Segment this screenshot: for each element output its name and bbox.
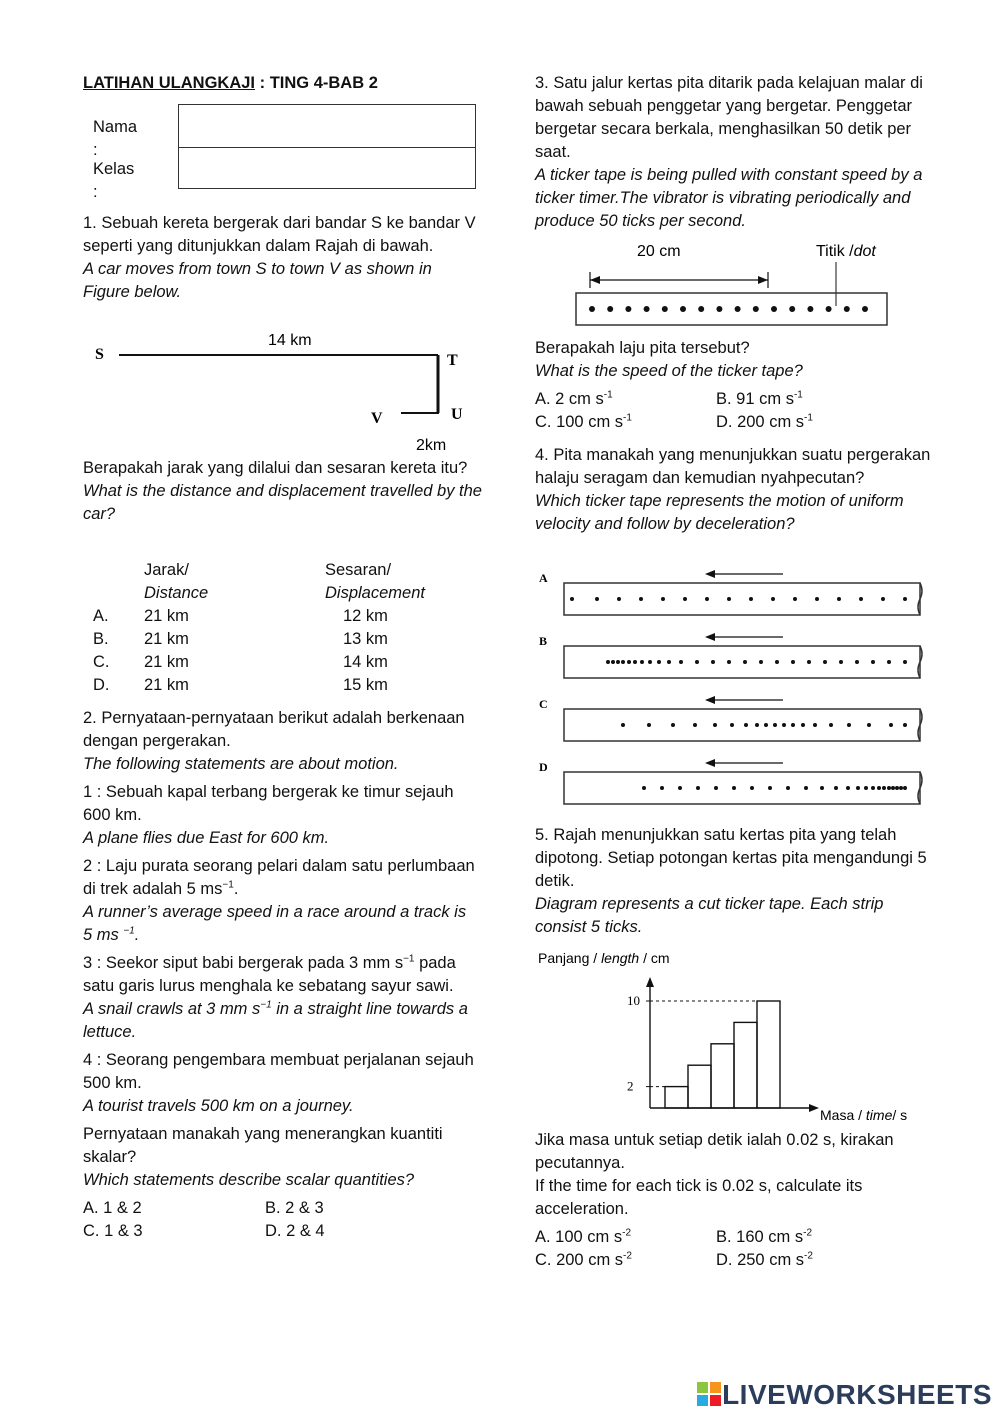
tape-dot xyxy=(755,723,759,727)
q5-option-b[interactable]: B. 160 cm $s^{-2}$ xyxy=(716,1227,813,1246)
q1-option-c[interactable]: C. xyxy=(93,653,110,671)
tape-dot xyxy=(705,597,709,601)
tape-dot xyxy=(647,723,651,727)
tape-dot xyxy=(642,786,646,790)
tape-strip xyxy=(564,709,920,741)
tape-dot xyxy=(713,723,717,727)
tape-dot xyxy=(793,597,797,601)
label-s: S xyxy=(95,346,104,363)
tape-dot xyxy=(895,786,899,790)
tape-dot xyxy=(834,786,838,790)
tape-dot xyxy=(867,723,871,727)
tape-dot xyxy=(667,660,671,664)
statement-4: 4 : Seorang pengembara membuat perjalanan sejauh 500 km. xyxy=(83,1051,474,1092)
logo-icon xyxy=(696,1381,722,1407)
page-title: LATIHAN ULANGKAJI : TING 4-BAB 2 xyxy=(83,74,378,92)
tape-option-c[interactable] xyxy=(539,696,922,741)
bar xyxy=(665,1087,688,1108)
q1-text-en: A car moves from town S to town V as shown in Figure below. xyxy=(83,260,432,301)
label-2km: 2km xyxy=(416,437,447,454)
tape-dot xyxy=(859,597,863,601)
tape-option-a[interactable] xyxy=(539,570,922,615)
q1-option-d[interactable]: D. xyxy=(93,676,110,694)
y-tick-label: 2 xyxy=(627,1078,634,1094)
tape-dot xyxy=(846,786,850,790)
tape-dot xyxy=(657,660,661,664)
ticker-tape-options xyxy=(535,566,930,811)
statement-3: 3 : Seekor siput babi bergerak pada 3 mm $s^{-1}$ pada satu garis lurus menghala ke sebatang sayur sawi. xyxy=(83,953,456,995)
tape-dot xyxy=(616,660,620,664)
tape-dot xyxy=(679,660,683,664)
tape-dot xyxy=(791,660,795,664)
tape-dot xyxy=(570,597,574,601)
tape-dot xyxy=(899,786,903,790)
question-3: 3. Satu jalur kertas pita ditarik pada kelajuan malar di bawah sebuah penggetar yang bergetar. Penggetar bergetar secara berkala, menghasilkan 50 detik per saat. A ticker tape is being pulled with constant speed by a ticker timer.The vibrator is vibrating periodically and produce 50 ticks per second. xyxy=(535,74,923,230)
tape-dot xyxy=(891,786,895,790)
tape-dot xyxy=(782,723,786,727)
tape-dot xyxy=(759,660,763,664)
q5-option-c[interactable]: C. 200 cm $s^{-2}$ xyxy=(535,1250,632,1269)
tape-dot xyxy=(714,786,718,790)
tape-dot xyxy=(889,723,893,727)
tape-dot xyxy=(826,306,832,312)
tape-dot xyxy=(887,660,891,664)
col-displacement-en: Displacement xyxy=(325,584,425,602)
tape-dot xyxy=(611,660,615,664)
q1-option-a[interactable]: A. xyxy=(93,607,109,625)
bar xyxy=(734,1022,757,1108)
tape-dot xyxy=(661,597,665,601)
q5-option-d[interactable]: D. 250 cm $s^{-2}$ xyxy=(716,1250,813,1269)
class-field[interactable] xyxy=(178,146,476,189)
question-5: 5. Rajah menunjukkan satu kertas pita yang telah dipotong. Setiap potongan kertas pita mengandungi 5 detik. Diagram represents a cut ticker tape. Each strip consist 5 ticks. xyxy=(535,826,927,936)
length-label: 20 cm xyxy=(637,243,681,260)
tape-dot xyxy=(711,660,715,664)
tape-dot xyxy=(871,786,875,790)
class-label: Kelas : xyxy=(93,160,135,201)
q1-question-en: What is the distance and displacement travelled by the car? xyxy=(83,482,482,523)
q2-option-d[interactable]: D. 2 & 4 xyxy=(265,1222,325,1240)
label-v: V xyxy=(371,410,383,427)
tape-label: C xyxy=(539,697,548,711)
arrow-head xyxy=(705,759,715,767)
tape-dot xyxy=(743,660,747,664)
q2-option-c[interactable]: C. 1 & 3 xyxy=(83,1222,143,1240)
tape-dot xyxy=(671,723,675,727)
q3-option-c[interactable]: C. 100 cm $s^{-1}$ xyxy=(535,412,632,431)
tape-label: B xyxy=(539,634,548,648)
tape-dots xyxy=(589,306,868,312)
statement-2: 2 : Laju purata seorang pelari dalam satu perlumbaan di trek adalah 5 $ms^{-1}$. xyxy=(83,857,475,898)
tape-dot xyxy=(815,597,819,601)
q2-option-a[interactable]: A. 1 & 2 xyxy=(83,1199,142,1217)
tape-dot xyxy=(662,306,668,312)
tape-dot xyxy=(771,597,775,601)
bar xyxy=(757,1001,780,1108)
tape-dot xyxy=(644,306,650,312)
tape-dot xyxy=(680,306,686,312)
tape-option-b[interactable] xyxy=(539,633,922,678)
tape-dot xyxy=(749,597,753,601)
col-displacement-ms: Sesaran/ xyxy=(325,561,392,579)
name-field[interactable] xyxy=(178,104,476,148)
logo-text: LIVEWORKSHEETS xyxy=(722,1378,992,1410)
arrow-head xyxy=(705,633,715,641)
question-1 xyxy=(83,212,483,304)
tape-dot xyxy=(595,597,599,601)
tape-dot xyxy=(695,660,699,664)
tape-dot xyxy=(693,723,697,727)
col-distance-en: Distance xyxy=(144,584,209,602)
q1-text-ms: 1. Sebuah kereta bergerak dari bandar S ke bandar V seperti yang ditunjukkan dalam Rajah di bawah. xyxy=(83,214,476,255)
tape-dot xyxy=(678,786,682,790)
tape-dot xyxy=(753,306,759,312)
tape-dot xyxy=(903,660,907,664)
tape-dot xyxy=(640,660,644,664)
tape-dot xyxy=(660,786,664,790)
tape-dot xyxy=(791,723,795,727)
tape-dot xyxy=(903,723,907,727)
col-distance-ms: Jarak/ xyxy=(144,561,189,579)
tape-dot xyxy=(807,660,811,664)
tape-dot xyxy=(698,306,704,312)
chart-xlabel: Masa / time/ s xyxy=(820,1107,908,1123)
tape-dot xyxy=(727,660,731,664)
bar xyxy=(711,1044,734,1108)
tape-dot xyxy=(683,597,687,601)
dot-label: Titik /dot xyxy=(816,243,876,260)
tape-dot xyxy=(813,723,817,727)
tape-dot xyxy=(829,723,833,727)
y-tick-label: 10 xyxy=(627,993,640,1008)
tape-dot xyxy=(716,306,722,312)
tape-dot xyxy=(768,786,772,790)
q1-option-b[interactable]: B. xyxy=(93,630,109,648)
tape-label: D xyxy=(539,760,548,774)
tape-dot xyxy=(750,786,754,790)
tape-dot xyxy=(903,597,907,601)
tape-dot xyxy=(844,306,850,312)
q3-option-b[interactable]: B. 91 cm $s^{-1}$ xyxy=(716,389,803,408)
tape-dot xyxy=(607,306,613,312)
tape-strip xyxy=(576,293,887,325)
ticker-tape-diagram xyxy=(570,236,895,331)
tape-dot xyxy=(864,786,868,790)
tape-dot xyxy=(801,723,805,727)
tape-dot xyxy=(903,786,907,790)
tape-dot xyxy=(786,786,790,790)
tape-dot xyxy=(735,306,741,312)
name-label: Nama : xyxy=(93,118,138,159)
arrow-head xyxy=(705,570,715,578)
tape-dot xyxy=(837,597,841,601)
tape-dot xyxy=(804,786,808,790)
question-4: 4. Pita manakah yang menunjukkan suatu pergerakan halaju seragam dan kemudian nyahpecutan? Which ticker tape represents the motion of uniform velocity and follow by deceleration? xyxy=(535,446,931,533)
x-axis-arrow xyxy=(809,1104,819,1112)
route-diagram xyxy=(83,325,483,460)
tape-dot xyxy=(621,660,625,664)
tape-dot xyxy=(887,786,891,790)
y-axis-arrow xyxy=(646,977,654,987)
tape-dot xyxy=(855,660,859,664)
tape-dot xyxy=(730,723,734,727)
label-14km: 14 km xyxy=(268,332,312,349)
tape-label: A xyxy=(539,571,548,585)
tape-dot xyxy=(617,597,621,601)
tape-dot xyxy=(882,786,886,790)
tape-dot xyxy=(789,306,795,312)
arrow-head xyxy=(705,696,715,704)
q3-option-d[interactable]: D. 200 cm $s^{-1}$ xyxy=(716,412,813,431)
tape-dot xyxy=(621,723,625,727)
tape-dot xyxy=(877,786,881,790)
tape-dot xyxy=(847,723,851,727)
tape-dot xyxy=(732,786,736,790)
tape-dot xyxy=(839,660,843,664)
tape-dot xyxy=(773,723,777,727)
label-u: U xyxy=(451,406,463,423)
bar xyxy=(688,1065,711,1108)
tape-dot xyxy=(633,660,637,664)
q3-option-a[interactable]: A. 2 cm $s^{-1}$ xyxy=(535,389,613,408)
tape-dot xyxy=(823,660,827,664)
tape-dot xyxy=(744,723,748,727)
statement-1: 1 : Sebuah kapal terbang bergerak ke timur sejauh 600 km. xyxy=(83,783,454,824)
label-t: T xyxy=(447,352,458,369)
tape-dot xyxy=(696,786,700,790)
tape-dot xyxy=(856,786,860,790)
tape-option-d[interactable] xyxy=(539,759,922,804)
tape-dot xyxy=(807,306,813,312)
question-2: 2. Pernyataan-pernyataan berikut adalah berkenaan dengan pergerakan. The following statements are about motion. 1 : Sebuah kapal terbang bergerak ke timur sejauh 600 km. A plane flies due East for 600 km. 2 : Laju purata seorang pelari dalam satu perlumbaan di trek adalah 5 $ms^{-1}$. A runner’s average speed in a race around a track is 5 ms $^{-1}$. 3 : Seekor siput babi bergerak pada 3 mm $s^{-1}$ pada satu garis lurus menghala ke sebatang sayur sawi. A snail crawls at 3 mm $s^{-1}$ in a straight line towards a lettuce. 4 : Seorang pengembara membuat perjalanan sejauh 500 km. A tourist travels 500 km on a journey. Pernyataan manakah yang menerangkan kuantiti skalar? Which statements describe scalar quantities? A. 1 & 2 B. 2 & 3 C. 1 & 3 D. 2 & 4 xyxy=(83,707,478,1243)
tape-dot xyxy=(881,597,885,601)
tape-dot xyxy=(625,306,631,312)
tape-dot xyxy=(775,660,779,664)
liveworksheets-logo[interactable] xyxy=(696,1378,992,1410)
tape-dot xyxy=(862,306,868,312)
tape-dot xyxy=(727,597,731,601)
tape-dot xyxy=(639,597,643,601)
q2-option-b[interactable]: B. 2 & 3 xyxy=(265,1199,324,1217)
tape-dot xyxy=(771,306,777,312)
tape-dot xyxy=(764,723,768,727)
tape-dot xyxy=(648,660,652,664)
tape-dot xyxy=(820,786,824,790)
tape-chart xyxy=(535,945,935,1125)
tape-dot xyxy=(589,306,595,312)
chart-ylabel: Panjang / length / cm xyxy=(538,950,670,966)
tape-dot xyxy=(627,660,631,664)
q5-option-a[interactable]: A. 100 cm $s^{-2}$ xyxy=(535,1227,632,1246)
q1-question-ms: Berapakah jarak yang dilalui dan sesaran kereta itu? xyxy=(83,459,468,477)
tape-dot xyxy=(871,660,875,664)
tape-dot xyxy=(606,660,610,664)
